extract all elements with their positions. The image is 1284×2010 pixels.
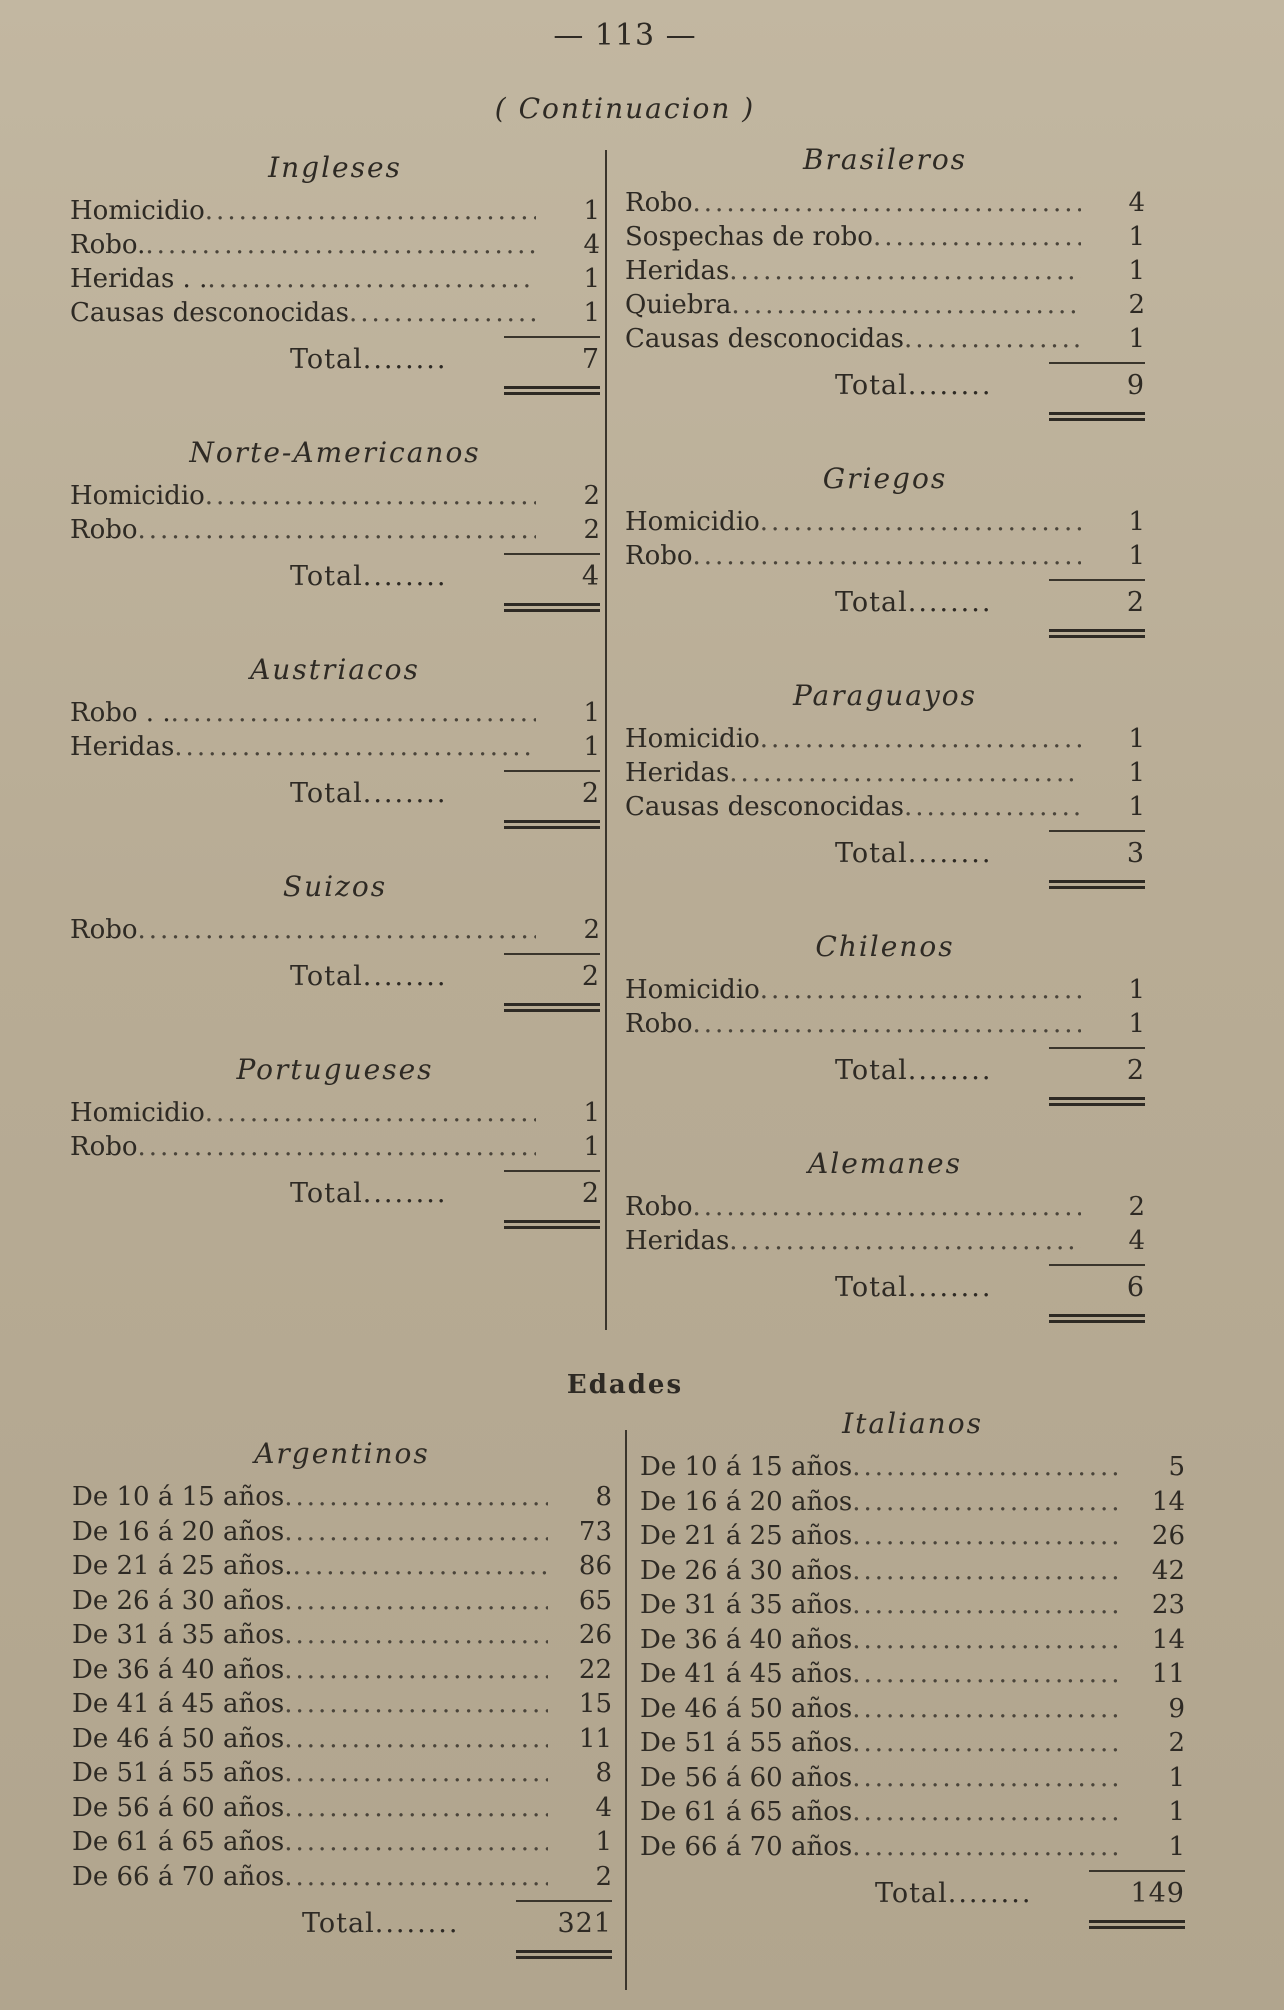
total-row [625,368,1145,404]
row-value: 4 [595,1792,612,1823]
row-label: Robo [625,1192,693,1222]
leader-dots [284,1687,548,1722]
sum-rule [1049,830,1145,832]
total-value: 321 [557,1908,612,1939]
table-row [640,1726,1185,1761]
row-value: 2 [1168,1728,1185,1758]
total-row [640,1876,1185,1912]
brasileros-section [625,140,1145,421]
table-row [72,1584,612,1619]
row-value: 15 [578,1689,612,1719]
double-rule [504,1003,600,1012]
total-row [70,559,600,595]
total-row [70,342,600,378]
row-value: 2 [1128,1192,1145,1222]
sum-rule [1049,1264,1145,1266]
row-value: 86 [578,1551,612,1581]
table-row [72,1618,612,1653]
section-title: Argentinos [254,1437,430,1470]
section-title: Griegos [822,462,948,495]
double-rule [1049,1314,1145,1323]
suizos-section [70,867,600,1012]
row-value: 22 [578,1654,612,1685]
leader-dots [729,756,1081,790]
sum-rule [1049,579,1145,581]
leader-dots [731,288,1081,322]
row-value: 1 [595,1827,612,1857]
row-label: Causas desconocidas [70,298,349,328]
table-row [70,228,600,262]
table-row [72,1549,612,1584]
table-row [625,722,1145,756]
total-label: Total ........ [835,1053,1055,1089]
row-label: De 46 á 50 años [72,1723,285,1754]
table-row [70,730,600,764]
total-label: Total ........ [290,1176,510,1212]
leader-dots [284,1756,548,1791]
leader-dots [292,1549,548,1584]
row-label: Heridas . . [70,264,208,294]
row-label: De 36 á 40 años [640,1624,853,1655]
row-label: Robo [70,915,138,945]
table-row [640,1588,1185,1623]
table-row [72,1722,612,1757]
row-value: 1 [1128,792,1145,822]
table-row [640,1623,1185,1658]
leader-dots [760,505,1081,539]
table-row [72,1653,612,1688]
austriacos-section [70,650,600,829]
column-divider-bottom [625,1430,627,1990]
table-row [625,973,1145,1007]
table-row [625,288,1145,322]
table-row [625,1224,1145,1258]
row-value: 11 [578,1723,612,1754]
row-label: De 51 á 55 años [640,1728,853,1758]
row-label: Heridas [70,732,175,762]
row-label: De 66 á 70 años [640,1831,853,1862]
table-row [625,1007,1145,1041]
leader-dots [205,479,536,513]
leader-dots [284,1653,548,1688]
row-value: 1 [1128,507,1145,537]
row-label: Homicidio [70,481,205,511]
row-label: De 10 á 15 años [72,1482,285,1512]
row-value: 1 [583,1132,600,1162]
leader-dots [693,186,1081,220]
column-divider-top [605,150,607,1330]
row-value: 2 [583,915,600,945]
row-label: Robo [625,188,693,218]
sum-rule [504,553,600,555]
table-row [70,513,600,547]
table-row [625,539,1145,573]
total-label: Total ........ [835,585,1055,621]
row-label: Homicidio [625,507,760,537]
leader-dots [284,1791,548,1826]
row-value: 1 [583,698,600,728]
row-value: 1 [1168,1831,1185,1862]
row-label: Causas desconocidas [625,792,904,822]
portugueses-section [70,1050,600,1229]
leader-dots [852,1485,1121,1520]
table-row [72,1515,612,1550]
row-value: 1 [1128,541,1145,571]
row-value: 1 [583,298,600,328]
leader-dots [284,1515,548,1550]
left-column [70,148,600,1267]
total-label: Total ........ [835,836,1055,872]
table-row [625,220,1145,254]
sum-rule [1049,1047,1145,1049]
table-row [640,1761,1185,1796]
row-label: Heridas [625,1226,730,1256]
argentinos-section [72,1434,612,1959]
leader-dots [729,254,1081,288]
italianos-table [640,1404,1185,1967]
total-label: Total ........ [290,959,510,995]
double-rule [1049,412,1145,421]
table-row [625,790,1145,824]
paraguayos-section [625,676,1145,889]
section-title: Brasileros [802,143,968,176]
leader-dots [284,1618,548,1653]
sum-rule [516,1900,612,1902]
row-label: Homicidio [70,1098,205,1128]
table-row [70,696,600,730]
leader-dots [852,1830,1121,1865]
row-label: De 16 á 20 años [72,1516,285,1547]
row-label: Heridas [625,256,730,286]
table-row [625,756,1145,790]
section-title: Ingleses [268,151,402,184]
sum-rule [504,953,600,955]
leader-dots [284,1584,548,1619]
leader-dots [138,913,536,947]
total-label: Total ........ [290,559,510,595]
row-value: 1 [583,1098,600,1128]
row-value: 1 [1128,324,1145,354]
row-label: Sospechas de robo [625,222,873,252]
leader-dots [693,1007,1081,1041]
table-row [72,1860,612,1895]
leader-dots [852,1588,1121,1623]
leader-dots [284,1722,548,1757]
section-title: Paraguayos [792,679,978,712]
ingleses-section [70,148,600,395]
row-label: Causas desconocidas [625,324,904,354]
leader-dots [693,1190,1081,1224]
row-label: De 41 á 45 años [640,1659,853,1689]
double-rule [1049,629,1145,638]
row-label: De 31 á 35 años [72,1620,285,1650]
row-value: 14 [1151,1486,1185,1517]
leader-dots [284,1860,548,1895]
table-row [640,1519,1185,1554]
table-row [72,1687,612,1722]
table-row [70,913,600,947]
sum-rule [1089,1870,1185,1872]
leader-dots [174,730,536,764]
row-label: Homicidio [625,975,760,1005]
total-row [70,776,600,812]
row-label: De 61 á 65 años [72,1827,285,1857]
table-row [625,1190,1145,1224]
row-value: 1 [1128,724,1145,754]
total-value: 2 [1126,1055,1145,1086]
total-value: 6 [1126,1272,1145,1303]
double-rule [1049,880,1145,889]
row-value: 1 [1128,222,1145,252]
leader-dots [349,296,536,330]
row-label: De 10 á 15 años [640,1452,853,1482]
row-label: De 26 á 30 años [640,1555,853,1586]
leader-dots [760,722,1081,756]
row-label: De 16 á 20 años [640,1486,853,1517]
row-label: Robo [625,541,693,571]
table-row [72,1791,612,1826]
leader-dots [145,228,536,262]
table-row [640,1830,1185,1865]
row-value: 2 [583,515,600,545]
row-label: Robo [70,1132,138,1162]
table-row [625,254,1145,288]
leader-dots [852,1692,1121,1727]
row-value: 8 [595,1758,612,1788]
leader-dots [284,1825,548,1860]
table-row [640,1485,1185,1520]
leader-dots [904,322,1081,356]
total-value: 2 [581,1178,600,1209]
row-value: 5 [1168,1452,1185,1482]
total-row [70,1176,600,1212]
total-row [625,585,1145,621]
italianos-section [640,1404,1185,1929]
chilenos-section [625,927,1145,1106]
row-label: De 31 á 35 años [640,1590,853,1620]
double-rule [516,1950,612,1959]
row-value: 1 [1168,1762,1185,1793]
section-title: Suizos [282,870,388,903]
row-value: 1 [583,196,600,226]
page-subtitle: ( Continuacion ) [494,92,756,125]
table-row [640,1657,1185,1692]
leader-dots [852,1554,1121,1589]
row-label: Robo [70,515,138,545]
total-label: Total ........ [290,342,510,378]
row-value: 4 [1128,1226,1145,1256]
section-title: Italianos [842,1407,983,1440]
row-label: De 66 á 70 años [72,1861,285,1892]
double-rule [1049,1097,1145,1106]
row-label: De 61 á 65 años [640,1797,853,1827]
row-value: 9 [1168,1693,1185,1724]
leader-dots [904,790,1081,824]
double-rule [504,386,600,395]
double-rule [504,603,600,612]
total-row [72,1906,612,1942]
row-value: 65 [578,1585,612,1616]
row-value: 1 [1128,758,1145,788]
sum-rule [504,336,600,338]
leader-dots [729,1224,1081,1258]
row-label: De 36 á 40 años [72,1654,285,1685]
row-label: Quiebra [625,290,732,320]
row-label: Homicidio [70,196,205,226]
total-label: Total ........ [835,368,1055,404]
row-label: De 51 á 55 años [72,1758,285,1788]
row-value: 2 [583,481,600,511]
total-row [625,836,1145,872]
leader-dots [284,1480,548,1515]
leader-dots [138,1130,536,1164]
total-value: 2 [1126,587,1145,618]
norte-americanos-section [70,433,600,612]
table-row [640,1795,1185,1830]
row-value: 1 [1128,256,1145,286]
sum-rule [504,1170,600,1172]
row-value: 2 [1128,290,1145,320]
argentinos-table [72,1434,612,1997]
leader-dots [852,1795,1121,1830]
leader-dots [693,539,1081,573]
leader-dots [207,262,536,296]
row-label: Robo [625,1009,693,1039]
total-row [625,1270,1145,1306]
row-value: 73 [578,1516,612,1547]
total-row [70,959,600,995]
row-label: Robo . . [70,698,171,728]
sum-rule [504,770,600,772]
leader-dots [852,1726,1121,1761]
leader-dots [873,220,1081,254]
row-value: 14 [1151,1624,1185,1655]
leader-dots [171,696,536,730]
row-label: De 21 á 25 años. [72,1551,293,1581]
table-row [72,1480,612,1515]
row-label: De 46 á 50 años [640,1693,853,1724]
table-row [70,262,600,296]
leader-dots [760,973,1081,1007]
table-row [625,505,1145,539]
total-row [625,1053,1145,1089]
row-label: De 41 á 45 años [72,1689,285,1719]
row-value: 1 [1128,975,1145,1005]
leader-dots [205,1096,536,1130]
total-value: 149 [1130,1878,1185,1909]
section-title: Norte-Americanos [189,436,481,469]
table-row [625,322,1145,356]
row-value: 42 [1151,1555,1185,1586]
row-value: 1 [1128,1009,1145,1039]
section-title: Alemanes [808,1147,962,1180]
total-value: 9 [1126,370,1145,401]
row-value: 23 [1151,1590,1185,1620]
table-row [70,194,600,228]
double-rule [504,820,600,829]
double-rule [1089,1920,1185,1929]
row-label: De 56 á 60 años [72,1792,285,1823]
table-row [72,1756,612,1791]
leader-dots [852,1761,1121,1796]
row-label: Heridas [625,758,730,788]
row-value: 11 [1151,1659,1185,1689]
total-value: 7 [581,344,600,375]
row-label: De 26 á 30 años [72,1585,285,1616]
row-value: 26 [1151,1521,1185,1551]
total-label: Total ........ [290,776,510,812]
row-label: Homicidio [625,724,760,754]
total-label: Total ........ [835,1270,1055,1306]
row-value: 4 [1128,188,1145,218]
double-rule [504,1220,600,1229]
row-label: De 56 á 60 años [640,1762,853,1793]
table-row [640,1692,1185,1727]
total-value: 3 [1126,838,1145,869]
table-row [625,186,1145,220]
table-row [70,1130,600,1164]
page-number: — 113 — [553,18,697,53]
table-row [72,1825,612,1860]
section-title: Portugueses [236,1053,434,1086]
section-title: Chilenos [815,930,955,963]
row-value: 4 [583,230,600,260]
row-label: De 21 á 25 años [640,1521,853,1551]
alemanes-section [625,1144,1145,1323]
total-value: 4 [581,561,600,592]
sum-rule [1049,362,1145,364]
row-value: 26 [578,1620,612,1650]
row-value: 1 [583,732,600,762]
leader-dots [852,1657,1121,1692]
table-row [70,479,600,513]
leader-dots [852,1450,1121,1485]
total-value: 2 [581,778,600,809]
griegos-section [625,459,1145,638]
leader-dots [852,1623,1121,1658]
right-column [625,140,1145,1361]
ages-heading: Edades [566,1370,684,1400]
table-row [640,1450,1185,1485]
row-value: 8 [595,1482,612,1512]
section-title: Austriacos [250,653,420,686]
row-value: 2 [595,1861,612,1892]
row-label: Robo. [70,230,146,260]
leader-dots [205,194,536,228]
leader-dots [138,513,536,547]
row-value: 1 [1168,1797,1185,1827]
total-label: Total ........ [875,1876,1095,1912]
total-value: 2 [581,961,600,992]
table-row [640,1554,1185,1589]
leader-dots [852,1519,1121,1554]
total-label: Total ........ [302,1906,522,1942]
table-row [70,1096,600,1130]
row-value: 1 [583,264,600,294]
table-row [70,296,600,330]
